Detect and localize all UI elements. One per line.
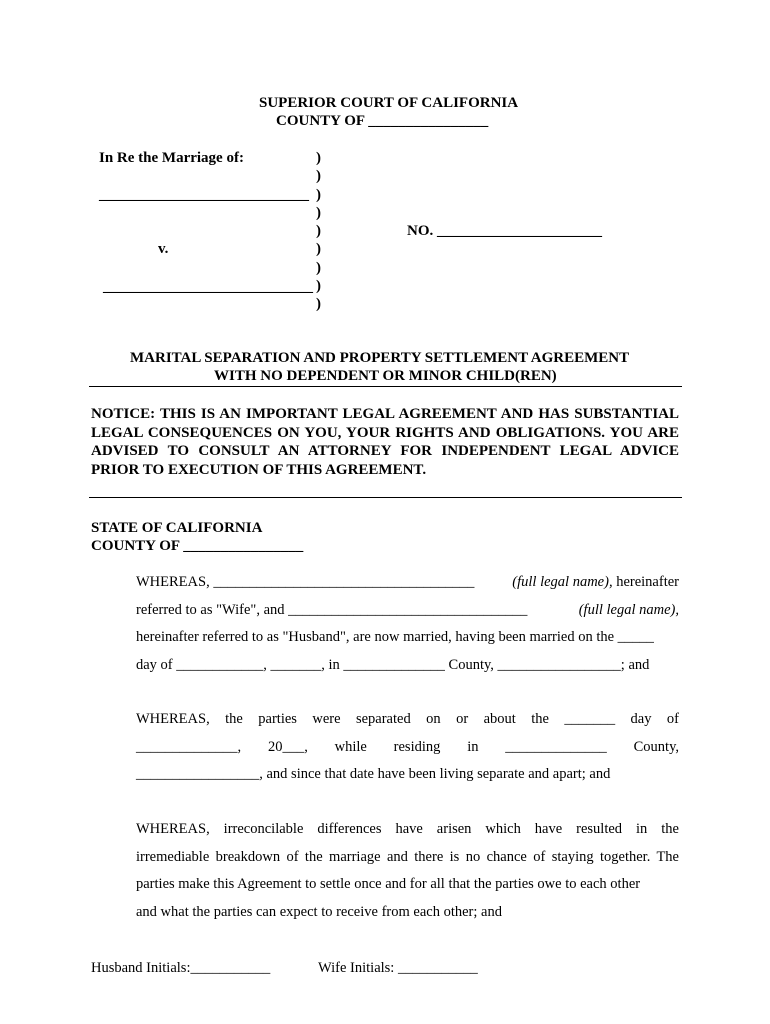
caption-paren: ) [316, 296, 321, 312]
notice-rule [89, 497, 682, 498]
caption-paren: ) [316, 187, 321, 203]
whereas-line [136, 597, 679, 625]
caption-party1-blank: ____________________________ [99, 187, 309, 203]
whereas-line: WHEREAS, the parties were separated on or about the _______ day of [136, 711, 679, 727]
whereas-parties-paragraph [136, 569, 679, 679]
whereas-differences-paragraph [136, 816, 679, 926]
court-name: SUPERIOR COURT OF CALIFORNIA [259, 95, 519, 111]
wife-initials-field[interactable]: Wife Initials: ___________ [318, 960, 478, 976]
whereas-line: irremediable breakdown of the marriage and there is no chance of staying together. The [136, 848, 679, 865]
husband-initials-field[interactable]: Husband Initials:___________ [91, 960, 271, 976]
document-title: MARITAL SEPARATION AND PROPERTY SETTLEMENT AGREEMENT [130, 350, 630, 366]
whereas-separation-paragraph [136, 706, 679, 789]
caption-paren: ) [316, 168, 321, 184]
document-subtitle: WITH NO DEPENDENT OR MINOR CHILD(REN) [214, 368, 557, 384]
notice-paragraph: NOTICE: THIS IS AN IMPORTANT LEGAL AGREEMENT AND HAS SUBSTANTIAL LEGAL CONSEQUENCES ON YOU, YOUR RIGHTS AND OBLIGATIONS. YOU ARE ADVISED TO CONSULT AN ATTORNEY FOR INDEPENDENT LEGAL ADVICE PRIOR TO EXECUTION OF THIS AGREEMENT. [91, 406, 679, 478]
caption-party2-blank: ____________________________ [103, 279, 313, 295]
whereas-line [136, 569, 679, 597]
venue-state: STATE OF CALIFORNIA [91, 520, 263, 536]
caption-in-re: In Re the Marriage of: [99, 150, 244, 166]
whereas-line: ______________, 20___, while residing in ______________ County, [136, 738, 679, 755]
caption-paren: ) [316, 205, 321, 221]
caption-paren: ) [316, 260, 321, 276]
caption-paren: ) [316, 278, 321, 294]
whereas-line: hereinafter referred to as "Husband", are now married, having been married on the _____ [136, 629, 654, 645]
whereas-text: (full legal name), [578, 601, 679, 618]
whereas-line: _________________, and since that date have been living separate and apart; and [136, 766, 611, 782]
case-number: NO. ______________________ [407, 223, 602, 239]
caption-paren: ) [316, 150, 321, 166]
whereas-line: parties make this Agreement to settle once and for all that the parties owe to each other [136, 876, 641, 892]
venue-county: COUNTY OF ________________ [91, 538, 304, 554]
whereas-line: WHEREAS, irreconcilable differences have arisen which have resulted in the [136, 821, 679, 837]
whereas-text: (full legal name), hereinafter [512, 574, 679, 590]
title-rule [89, 386, 682, 387]
whereas-line: and what the parties can expect to receive from each other; and [136, 903, 502, 920]
caption-versus: v. [158, 241, 169, 257]
court-county: COUNTY OF ________________ [276, 113, 489, 129]
caption-paren: ) [316, 241, 321, 257]
caption-paren: ) [316, 223, 321, 239]
whereas-line: day of ____________, _______, in ______________ County, _________________; and [136, 656, 650, 673]
whereas-text: referred to as "Wife", and _________________________________ [136, 601, 528, 618]
whereas-text: WHEREAS, ____________________________________ [136, 574, 475, 590]
